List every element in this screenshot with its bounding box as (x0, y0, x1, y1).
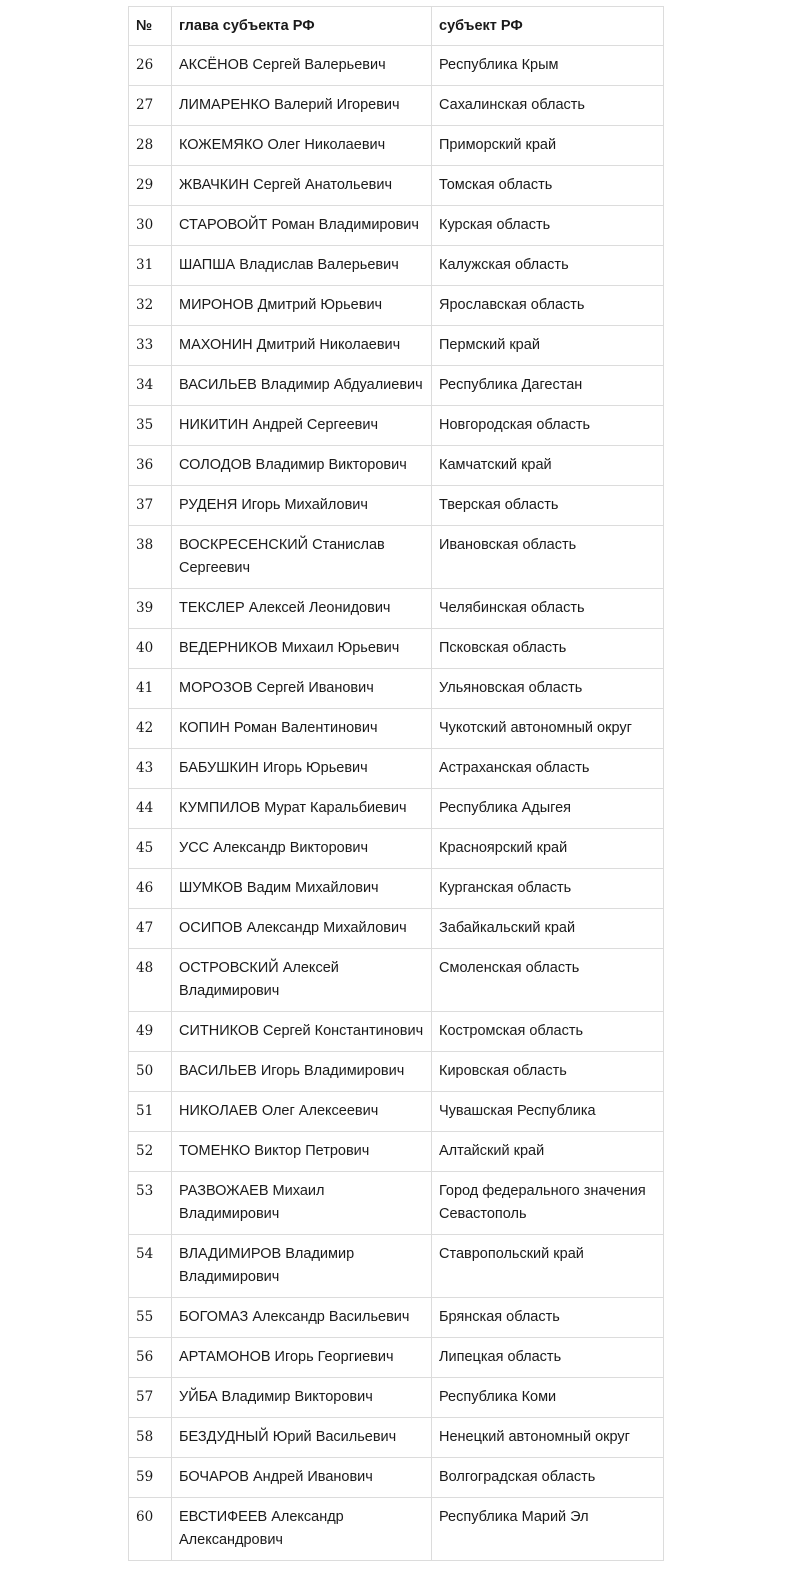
head-name-cell: ВОСКРЕСЕНСКИЙ Станислав Сергеевич (172, 526, 432, 589)
table-row (129, 1458, 664, 1498)
federal-subject-cell: Чукотский автономный округ (432, 709, 664, 749)
row-number: 45 (129, 829, 172, 869)
table-header (129, 7, 664, 46)
head-name-cell: ШАПША Владислав Валерьевич (172, 246, 432, 286)
row-number: 47 (129, 909, 172, 949)
federal-subject-cell: Ульяновская область (432, 669, 664, 709)
table-row (129, 1235, 664, 1298)
federal-subject-cell: Ставропольский край (432, 1235, 664, 1298)
table-row (129, 126, 664, 166)
table-row (129, 1012, 664, 1052)
head-name-cell: КУМПИЛОВ Мурат Каральбиевич (172, 789, 432, 829)
table-row (129, 406, 664, 446)
head-name-cell: ШУМКОВ Вадим Михайлович (172, 869, 432, 909)
federal-subject-cell: Ивановская область (432, 526, 664, 589)
federal-subject-cell: Ярославская область (432, 286, 664, 326)
table-row (129, 909, 664, 949)
row-number: 48 (129, 949, 172, 1012)
head-name-cell: МОРОЗОВ Сергей Иванович (172, 669, 432, 709)
governors-table (128, 6, 664, 1561)
federal-subject-cell: Брянская область (432, 1298, 664, 1338)
federal-subject-cell: Республика Коми (432, 1378, 664, 1418)
table-row (129, 326, 664, 366)
table-row (129, 1172, 664, 1235)
head-name-cell: ЕВСТИФЕЕВ Александр Александрович (172, 1498, 432, 1561)
federal-subject-cell: Тверская область (432, 486, 664, 526)
federal-subject-cell: Пермский край (432, 326, 664, 366)
row-number: 32 (129, 286, 172, 326)
head-name-cell: СИТНИКОВ Сергей Константинович (172, 1012, 432, 1052)
row-number: 27 (129, 86, 172, 126)
head-name-cell: ТОМЕНКО Виктор Петрович (172, 1132, 432, 1172)
row-number: 52 (129, 1132, 172, 1172)
head-name-cell: КОЖЕМЯКО Олег Николаевич (172, 126, 432, 166)
federal-subject-cell: Костромская область (432, 1012, 664, 1052)
row-number: 55 (129, 1298, 172, 1338)
table-row (129, 446, 664, 486)
head-name-cell: БОЧАРОВ Андрей Иванович (172, 1458, 432, 1498)
head-name-cell: НИКИТИН Андрей Сергеевич (172, 406, 432, 446)
header-number: № (129, 7, 172, 46)
table-row (129, 629, 664, 669)
row-number: 37 (129, 486, 172, 526)
federal-subject-cell: Томская область (432, 166, 664, 206)
head-name-cell: МИРОНОВ Дмитрий Юрьевич (172, 286, 432, 326)
table-row (129, 709, 664, 749)
federal-subject-cell: Республика Адыгея (432, 789, 664, 829)
table-row (129, 206, 664, 246)
row-number: 36 (129, 446, 172, 486)
head-name-cell: ТЕКСЛЕР Алексей Леонидович (172, 589, 432, 629)
federal-subject-cell: Приморский край (432, 126, 664, 166)
table-row (129, 1338, 664, 1378)
table-row (129, 669, 664, 709)
row-number: 51 (129, 1092, 172, 1132)
federal-subject-cell: Астраханская область (432, 749, 664, 789)
head-name-cell: ВАСИЛЬЕВ Игорь Владимирович (172, 1052, 432, 1092)
table-row (129, 829, 664, 869)
row-number: 39 (129, 589, 172, 629)
row-number: 58 (129, 1418, 172, 1458)
row-number: 56 (129, 1338, 172, 1378)
row-number: 30 (129, 206, 172, 246)
federal-subject-cell: Забайкальский край (432, 909, 664, 949)
head-name-cell: ЛИМАРЕНКО Валерий Игоревич (172, 86, 432, 126)
row-number: 59 (129, 1458, 172, 1498)
header-federal-subject: субъект РФ (432, 7, 664, 46)
table-row (129, 46, 664, 86)
federal-subject-cell: Волгоградская область (432, 1458, 664, 1498)
row-number: 38 (129, 526, 172, 589)
table-row (129, 1418, 664, 1458)
row-number: 31 (129, 246, 172, 286)
head-name-cell: СОЛОДОВ Владимир Викторович (172, 446, 432, 486)
table-row (129, 1092, 664, 1132)
row-number: 34 (129, 366, 172, 406)
governors-table-container (128, 6, 664, 1561)
table-row (129, 286, 664, 326)
table-row (129, 86, 664, 126)
federal-subject-cell: Смоленская область (432, 949, 664, 1012)
row-number: 35 (129, 406, 172, 446)
federal-subject-cell: Сахалинская область (432, 86, 664, 126)
table-row (129, 166, 664, 206)
row-number: 42 (129, 709, 172, 749)
head-name-cell: ЖВАЧКИН Сергей Анатольевич (172, 166, 432, 206)
head-name-cell: ОСИПОВ Александр Михайлович (172, 909, 432, 949)
federal-subject-cell: Липецкая область (432, 1338, 664, 1378)
federal-subject-cell: Республика Марий Эл (432, 1498, 664, 1561)
federal-subject-cell: Алтайский край (432, 1132, 664, 1172)
head-name-cell: ВЛАДИМИРОВ Владимир Владимирович (172, 1235, 432, 1298)
table-body (129, 46, 664, 1561)
table-row (129, 366, 664, 406)
row-number: 44 (129, 789, 172, 829)
row-number: 41 (129, 669, 172, 709)
table-row (129, 1378, 664, 1418)
row-number: 29 (129, 166, 172, 206)
federal-subject-cell: Челябинская область (432, 589, 664, 629)
table-row (129, 869, 664, 909)
federal-subject-cell: Красноярский край (432, 829, 664, 869)
table-row (129, 789, 664, 829)
table-row (129, 526, 664, 589)
table-row (129, 1498, 664, 1561)
head-name-cell: ОСТРОВСКИЙ Алексей Владимирович (172, 949, 432, 1012)
federal-subject-cell: Республика Дагестан (432, 366, 664, 406)
federal-subject-cell: Псковская область (432, 629, 664, 669)
table-row (129, 1298, 664, 1338)
row-number: 40 (129, 629, 172, 669)
federal-subject-cell: Кировская область (432, 1052, 664, 1092)
federal-subject-cell: Камчатский край (432, 446, 664, 486)
row-number: 50 (129, 1052, 172, 1092)
head-name-cell: ВЕДЕРНИКОВ Михаил Юрьевич (172, 629, 432, 669)
federal-subject-cell: Ненецкий автономный округ (432, 1418, 664, 1458)
head-name-cell: УЙБА Владимир Викторович (172, 1378, 432, 1418)
federal-subject-cell: Республика Крым (432, 46, 664, 86)
row-number: 46 (129, 869, 172, 909)
head-name-cell: БОГОМАЗ Александр Васильевич (172, 1298, 432, 1338)
head-name-cell: КОПИН Роман Валентинович (172, 709, 432, 749)
federal-subject-cell: Курская область (432, 206, 664, 246)
federal-subject-cell: Курганская область (432, 869, 664, 909)
row-number: 49 (129, 1012, 172, 1052)
head-name-cell: НИКОЛАЕВ Олег Алексеевич (172, 1092, 432, 1132)
table-row (129, 486, 664, 526)
row-number: 60 (129, 1498, 172, 1561)
row-number: 26 (129, 46, 172, 86)
header-row (129, 7, 664, 46)
federal-subject-cell: Чувашская Республика (432, 1092, 664, 1132)
head-name-cell: АРТАМОНОВ Игорь Георгиевич (172, 1338, 432, 1378)
head-name-cell: РУДЕНЯ Игорь Михайлович (172, 486, 432, 526)
federal-subject-cell: Город федерального значения Севастополь (432, 1172, 664, 1235)
table-row (129, 949, 664, 1012)
head-name-cell: МАХОНИН Дмитрий Николаевич (172, 326, 432, 366)
table-row (129, 749, 664, 789)
head-name-cell: БАБУШКИН Игорь Юрьевич (172, 749, 432, 789)
head-name-cell: ВАСИЛЬЕВ Владимир Абдуалиевич (172, 366, 432, 406)
row-number: 54 (129, 1235, 172, 1298)
row-number: 57 (129, 1378, 172, 1418)
table-row (129, 246, 664, 286)
row-number: 53 (129, 1172, 172, 1235)
row-number: 28 (129, 126, 172, 166)
row-number: 33 (129, 326, 172, 366)
head-name-cell: РАЗВОЖАЕВ Михаил Владимирович (172, 1172, 432, 1235)
federal-subject-cell: Калужская область (432, 246, 664, 286)
header-head-of-subject: глава субъекта РФ (172, 7, 432, 46)
federal-subject-cell: Новгородская область (432, 406, 664, 446)
head-name-cell: БЕЗДУДНЫЙ Юрий Васильевич (172, 1418, 432, 1458)
table-row (129, 589, 664, 629)
table-row (129, 1052, 664, 1092)
head-name-cell: УСС Александр Викторович (172, 829, 432, 869)
head-name-cell: АКСЁНОВ Сергей Валерьевич (172, 46, 432, 86)
head-name-cell: СТАРОВОЙТ Роман Владимирович (172, 206, 432, 246)
table-row (129, 1132, 664, 1172)
row-number: 43 (129, 749, 172, 789)
